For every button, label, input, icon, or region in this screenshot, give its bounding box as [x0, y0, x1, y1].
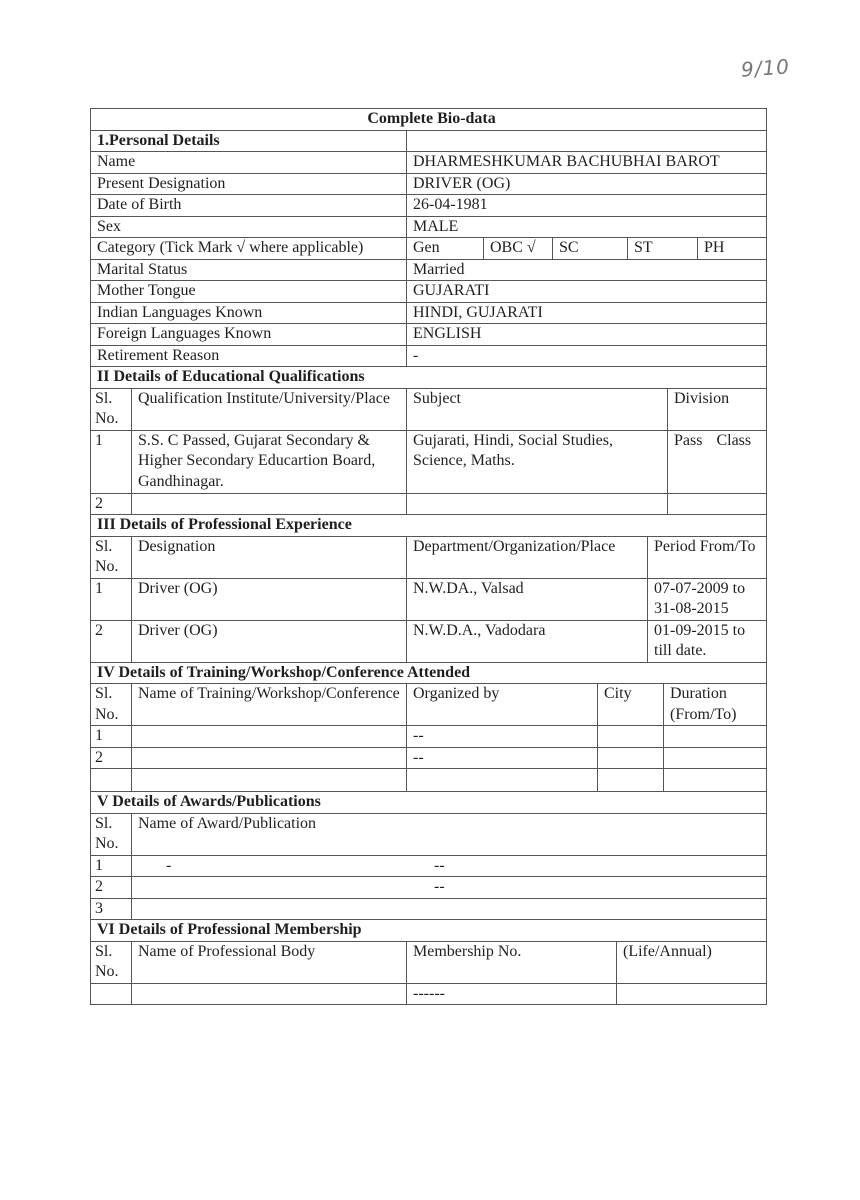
cell-organized-by: -- — [407, 726, 598, 748]
empty-cell — [407, 130, 767, 152]
field-value-dob: 26-04-1981 — [407, 195, 767, 217]
field-label: Present Designation — [91, 173, 407, 195]
experience-header-row — [91, 536, 767, 578]
section-membership-heading: VI Details of Professional Membership — [91, 920, 767, 941]
category-st: ST — [628, 238, 698, 260]
membership-header-row — [91, 941, 767, 983]
cell-sl: 2 — [91, 747, 132, 769]
cell-designation: Driver (OG) — [132, 620, 407, 662]
experience-table — [90, 515, 767, 663]
cell-city — [598, 726, 664, 748]
handwritten-page-number: 9/10 — [740, 54, 791, 82]
field-label: Mother Tongue — [91, 281, 407, 303]
col-header-sl: Sl. No. — [91, 684, 132, 726]
cell-city — [598, 769, 664, 792]
cell-award-name — [132, 855, 767, 877]
row-dob — [91, 195, 767, 217]
cell-division: Pass Class — [668, 430, 767, 493]
row-category — [91, 238, 767, 260]
cell-sl: 2 — [91, 620, 132, 662]
col-header-subject: Subject — [407, 388, 668, 430]
cell-award-name — [132, 877, 767, 899]
col-header-award-name: Name of Award/Publication — [132, 813, 767, 855]
col-header-life-annual: (Life/Annual) — [617, 941, 767, 983]
field-label: Date of Birth — [91, 195, 407, 217]
table-row — [91, 578, 767, 620]
field-value-mother-tongue: GUJARATI — [407, 281, 767, 303]
membership-table — [90, 920, 767, 1005]
cell-duration — [664, 726, 767, 748]
table-row — [91, 620, 767, 662]
field-label: Retirement Reason — [91, 345, 407, 367]
col-header-duration: Duration (From/To) — [664, 684, 767, 726]
table-row — [91, 983, 767, 1005]
section-experience-heading: III Details of Professional Experience — [91, 515, 767, 536]
row-sex — [91, 216, 767, 238]
award-dash: - — [166, 856, 172, 874]
personal-details-table — [90, 108, 767, 367]
field-value-designation: DRIVER (OG) — [407, 173, 767, 195]
cell-duration — [664, 747, 767, 769]
row-retirement — [91, 345, 767, 367]
table-row — [91, 855, 767, 877]
cell-sl: 1 — [91, 578, 132, 620]
table-row — [91, 493, 767, 515]
cell-sl: 1 — [91, 855, 132, 877]
col-header-division: Division — [668, 388, 767, 430]
cell-designation: Driver (OG) — [132, 578, 407, 620]
row-designation — [91, 173, 767, 195]
cell-division — [668, 493, 767, 515]
cell-organized-by — [407, 769, 598, 792]
cell-life-annual — [617, 983, 767, 1005]
field-label: Indian Languages Known — [91, 302, 407, 324]
col-header-sl: Sl. No. — [91, 388, 132, 430]
cell-sl: 2 — [91, 493, 132, 515]
cell-training-name — [132, 747, 407, 769]
education-table — [90, 367, 767, 515]
cell-award-name — [132, 898, 767, 920]
table-row — [91, 898, 767, 920]
table-row — [91, 726, 767, 748]
biodata-form — [90, 108, 766, 1005]
cell-sl: 2 — [91, 877, 132, 899]
col-header-sl: Sl. No. — [91, 941, 132, 983]
cell-sl — [91, 769, 132, 792]
category-sc: SC — [553, 238, 628, 260]
category-obc: OBC √ — [484, 238, 553, 260]
field-value-indian-languages: HINDI, GUJARATI — [407, 302, 767, 324]
field-value-name: DHARMESHKUMAR BACHUBHAI BAROT — [407, 152, 767, 174]
education-header-row — [91, 388, 767, 430]
table-row — [91, 430, 767, 493]
cell-sl: 1 — [91, 430, 132, 493]
field-label: Name — [91, 152, 407, 174]
cell-sl: 3 — [91, 898, 132, 920]
col-header-membership-no: Membership No. — [407, 941, 617, 983]
awards-table — [90, 792, 767, 920]
award-dash: -- — [434, 878, 445, 895]
field-label: Marital Status — [91, 259, 407, 281]
col-header-sl: Sl. No. — [91, 536, 132, 578]
section-education-heading: II Details of Educational Qualifications — [91, 367, 767, 388]
field-value-sex: MALE — [407, 216, 767, 238]
cell-membership-no: ------ — [407, 983, 617, 1005]
cell-period: 07-07-2009 to 31-08-2015 — [648, 578, 767, 620]
col-header-city: City — [598, 684, 664, 726]
field-label: Sex — [91, 216, 407, 238]
cell-subject: Gujarati, Hindi, Social Studies, Science, Maths. — [407, 430, 668, 493]
field-value-marital: Married — [407, 259, 767, 281]
col-header-qualification: Qualification Institute/University/Place — [132, 388, 407, 430]
col-header-sl: Sl. No. — [91, 813, 132, 855]
cell-qualification: S.S. C Passed, Gujarat Secondary & Higher Secondary Educartion Board, Gandhinagar. — [132, 430, 407, 493]
cell-city — [598, 747, 664, 769]
table-row — [91, 769, 767, 792]
cell-qualification — [132, 493, 407, 515]
cell-training-name — [132, 726, 407, 748]
section-awards-heading: V Details of Awards/Publications — [91, 792, 767, 813]
col-header-professional-body: Name of Professional Body — [132, 941, 407, 983]
cell-training-name — [132, 769, 407, 792]
section-personal-heading: 1.Personal Details — [91, 130, 407, 152]
field-label: Foreign Languages Known — [91, 324, 407, 346]
table-row — [91, 877, 767, 899]
awards-header-row — [91, 813, 767, 855]
training-table — [90, 663, 767, 793]
category-ph: PH — [698, 238, 767, 260]
cell-department: N.W.DA., Valsad — [407, 578, 648, 620]
col-header-organized-by: Organized by — [407, 684, 598, 726]
row-name — [91, 152, 767, 174]
cell-professional-body — [132, 983, 407, 1005]
field-value-retirement: - — [407, 345, 767, 367]
col-header-designation: Designation — [132, 536, 407, 578]
category-gen: Gen — [407, 238, 484, 260]
col-header-period: Period From/To — [648, 536, 767, 578]
training-header-row — [91, 684, 767, 726]
row-mother-tongue — [91, 281, 767, 303]
field-label: Category (Tick Mark √ where applicable) — [91, 238, 407, 260]
row-indian-languages — [91, 302, 767, 324]
row-marital — [91, 259, 767, 281]
section-training-heading: IV Details of Training/Workshop/Conference Attended — [91, 663, 767, 684]
cell-department: N.W.D.A., Vadodara — [407, 620, 648, 662]
cell-subject — [407, 493, 668, 515]
row-foreign-languages — [91, 324, 767, 346]
col-header-department: Department/Organization/Place — [407, 536, 648, 578]
cell-period: 01-09-2015 to till date. — [648, 620, 767, 662]
form-title: Complete Bio-data — [91, 109, 767, 131]
cell-organized-by: -- — [407, 747, 598, 769]
field-value-foreign-languages: ENGLISH — [407, 324, 767, 346]
table-row — [91, 747, 767, 769]
cell-sl: 1 — [91, 726, 132, 748]
col-header-training-name: Name of Training/Workshop/Conference — [132, 684, 407, 726]
cell-duration — [664, 769, 767, 792]
cell-sl — [91, 983, 132, 1005]
award-dash: -- — [434, 856, 445, 874]
